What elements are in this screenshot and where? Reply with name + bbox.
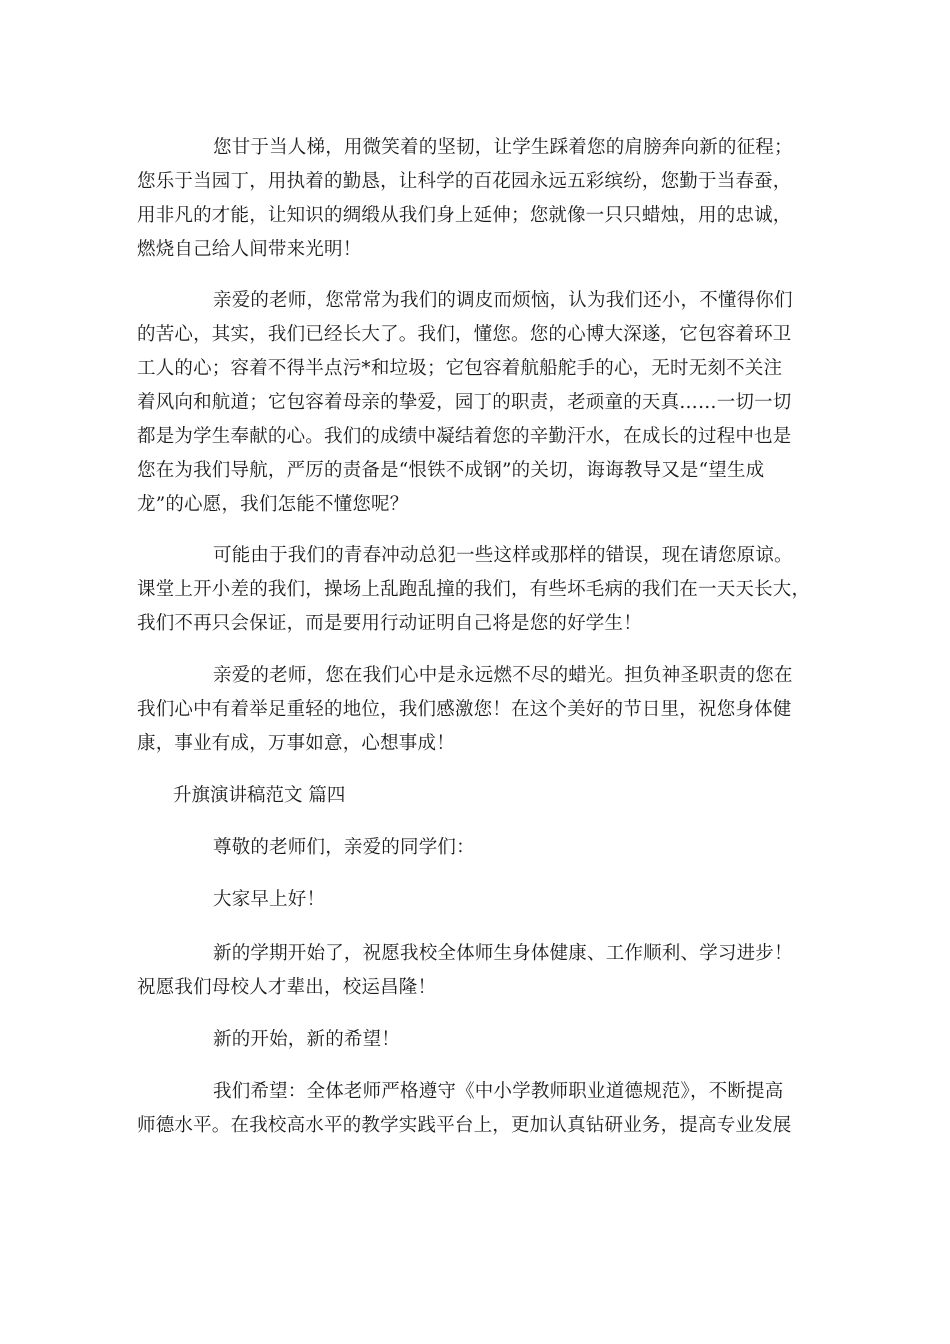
text-line: 新的学期开始了，祝愿我校全体师生身体健康、工作顺利、学习进步！ [213,943,793,964]
paragraph [137,883,817,917]
text-line: 燃烧自己给人间带来光明！ [137,239,362,260]
text-line: 工人的心；容着不得半点污*和垃圾；它包容着航船舵手的心，无时无刻不关注 [137,358,783,379]
paragraph [137,131,817,267]
text-line: 尊敬的老师们，亲爱的同学们： [213,837,475,858]
text-line: 亲爱的老师，您常常为我们的调皮而烦恼，认为我们还小，不懂得你们 [213,290,793,311]
paragraph [137,659,817,761]
text-line: 着风向和航道；它包容着母亲的挚爱，园丁的职责，老顽童的天真……一切一切 [137,392,792,413]
section-heading: 升旗演讲稿范文 篇四 [173,785,346,806]
text-line: 亲爱的老师，您在我们心中是永远燃不尽的蜡光。担负神圣职责的您在 [213,665,793,686]
text-line: 都是为学生奉献的心。我们的成绩中凝结着您的辛勤汗水，在成长的过程中也是 [137,426,792,447]
paragraph [137,284,817,522]
text-line: 您乐于当园丁，用执着的勤恳，让科学的百花园永远五彩缤纷，您勤于当春蚕， [137,171,792,192]
paragraph [137,539,817,641]
text-line: 课堂上开小差的我们，操场上乱跑乱撞的我们，有些坏毛病的我们在一天天长大， [137,579,811,600]
text-line: 用非凡的才能，让知识的绸缎从我们身上延伸；您就像一只只蜡烛，用的忠诚， [137,205,792,226]
paragraph [137,1023,817,1057]
text-line: 祝愿我们母校人才辈出，校运昌隆！ [137,977,437,998]
text-line: 我们希望：全体老师严格遵守《中小学教师职业道德规范》，不断提高 [213,1081,784,1102]
text-line: 您在为我们导航，严厉的责备是“恨铁不成钢”的关切，诲诲教导又是“望生成 [137,460,765,481]
text-line: 康，事业有成，万事如意，心想事成！ [137,733,455,754]
paragraph [137,937,817,1005]
paragraph [137,1075,817,1143]
text-line: 我们心中有着举足重轻的地位，我们感激您！在这个美好的节日里，祝您身体健 [137,699,792,720]
text-line: 新的开始，新的希望！ [213,1029,401,1050]
text-line: 龙”的心愿，我们怎能不懂您呢？ [137,494,409,515]
text-line: 师德水平。在我校高水平的教学实践平台上，更加认真钻研业务，提高专业发展 [137,1115,792,1136]
text-line: 大家早上好！ [213,889,326,910]
paragraph [137,831,817,865]
text-line: 我们不再只会保证，而是要用行动证明自己将是您的好学生！ [137,613,642,634]
text-line: 的苦心，其实，我们已经长大了。我们，懂您。您的心博大深遂，它包容着环卫 [137,324,792,345]
text-line: 您甘于当人梯，用微笑着的坚韧，让学生踩着您的肩膀奔向新的征程； [213,137,793,158]
text-line: 可能由于我们的青春冲动总犯一些这样或那样的错误，现在请您原谅。 [213,545,793,566]
